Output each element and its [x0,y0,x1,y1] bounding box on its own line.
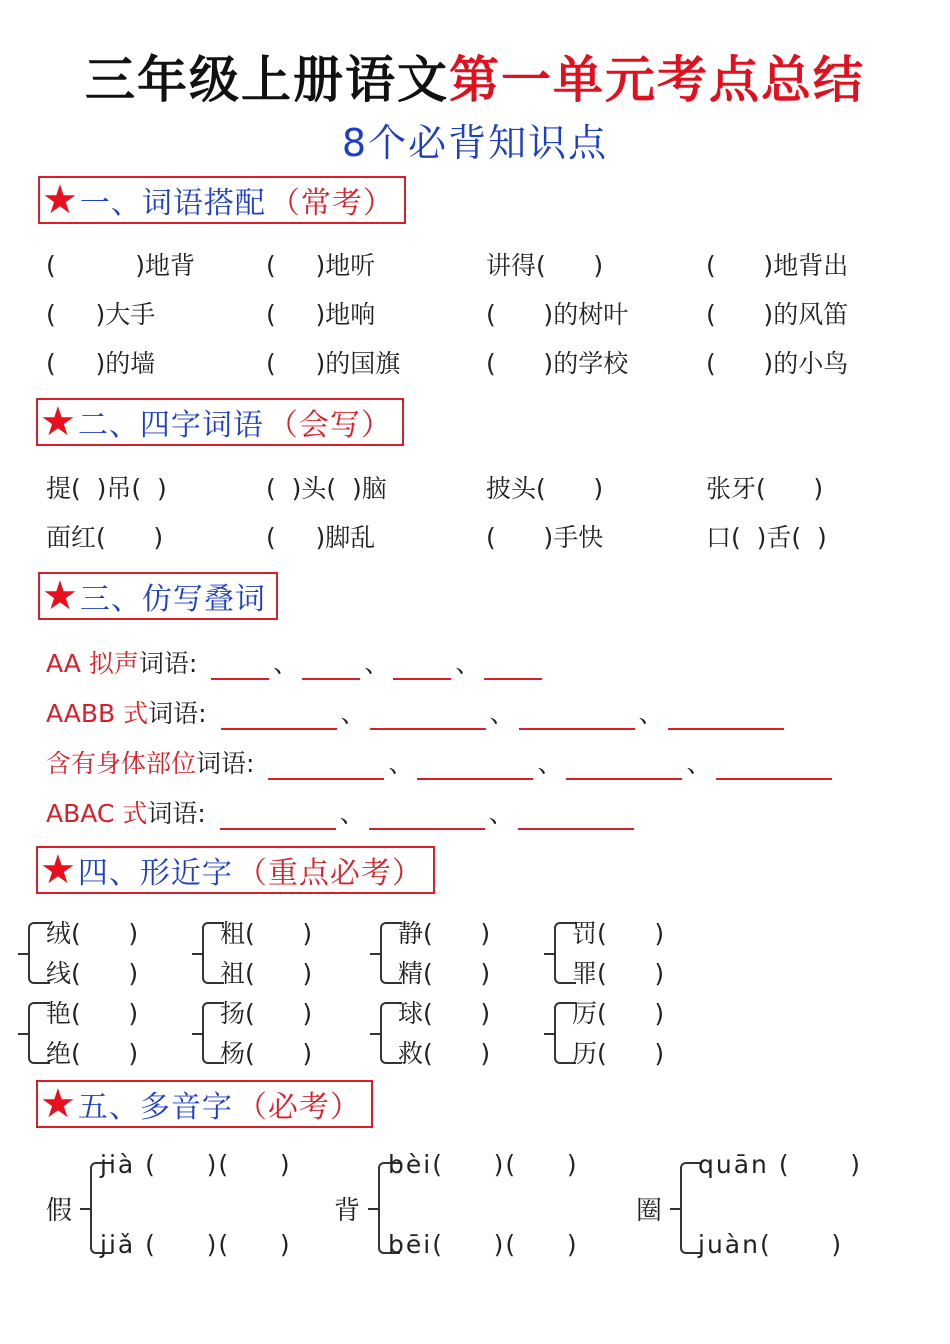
answer-blank[interactable] [369,808,485,830]
answer-blank[interactable] [220,808,336,830]
similar-char: 救( ) [398,1039,491,1068]
collocation-row [0,295,950,335]
polyphone-char: 圈 [636,1196,663,1226]
polyphone-reading: jià ( )( ) [100,1150,292,1179]
collocation-item: ( )地响 [266,300,376,329]
reduplication-label: 词语: [196,749,255,778]
polyphone-reading: quān ( ) [698,1150,863,1179]
similar-char: 绒( ) [46,919,139,948]
answer-blank[interactable] [370,708,486,730]
polyphone-char: 假 [46,1196,73,1226]
collocation-item: ( )的树叶 [486,300,629,329]
section-5-title: 五、多音字 [77,1090,233,1125]
similar-char: 扬( ) [220,999,313,1028]
collocation-item: 讲得( ) [486,251,604,280]
collocation-item: ( )的国旗 [266,349,401,378]
idiom-row [0,518,950,558]
answer-blank[interactable] [221,708,337,730]
star-icon: ★ [40,399,76,445]
answer-blank[interactable] [211,658,269,680]
collocation-item: ( )的小鸟 [706,349,849,378]
collocation-item: ( )的风笛 [706,300,849,329]
reduplication-type: AABB 式 [46,699,149,728]
section-5-note: （必考） [236,1090,361,1125]
section-1-header [38,176,406,224]
similar-char: 线( ) [46,959,139,988]
section-3-header [38,572,278,620]
idiom-item: 面红( ) [46,523,164,552]
polyphone-char: 背 [334,1196,361,1226]
idiom-row [0,469,950,509]
idiom-item: ( )脚乱 [266,523,376,552]
collocation-item: ( )大手 [46,300,156,329]
idiom-item: 提( )吊( ) [46,474,167,503]
answer-blank[interactable] [716,758,832,780]
similar-char: 绝( ) [46,1039,139,1068]
section-4-note: （重点必考） [236,856,423,891]
similar-char: 厉( ) [572,999,665,1028]
reduplication-line: AABB 式 词语: 、 、 、 [46,694,784,730]
idiom-item: 口( )舌( ) [706,523,827,552]
star-icon: ★ [40,1081,76,1127]
answer-blank[interactable] [518,808,634,830]
similar-char: 艳( ) [46,999,139,1028]
section-2-note: （会写） [267,408,392,443]
reduplication-label: 词语: [138,649,198,678]
collocation-item: ( )地听 [266,251,376,280]
title-black: 三年级上册语文 [85,50,449,109]
star-icon: ★ [42,177,78,223]
collocation-row [0,344,950,384]
page-subtitle: 8个必背知识点 [341,121,609,165]
section-4-title: 四、形近字 [77,856,233,891]
idiom-item: 张牙( ) [706,474,824,503]
polyphone-reading: jiǎ ( )( ) [100,1230,292,1259]
section-4-header [36,846,435,894]
similar-char: 杨( ) [220,1039,313,1068]
collocation-item: ( )地背出 [706,251,849,280]
similar-char: 静( ) [398,919,491,948]
answer-blank[interactable] [302,658,360,680]
answer-blank[interactable] [484,658,542,680]
idiom-item: ( )手快 [486,523,604,552]
similar-char: 粗( ) [220,919,313,948]
polyphone-reading: bèi( )( ) [388,1150,579,1179]
section-1-title: 一、词语搭配 [79,186,266,221]
reduplication-label: 词语: [148,699,207,728]
reduplication-type: 含有身体部位 [46,749,197,778]
collocation-item: ( )的墙 [46,349,156,378]
section-2-title: 二、四字词语 [77,408,264,443]
polyphone-reading: juàn( ) [698,1230,844,1259]
reduplication-line: ABAC 式 词语: 、 、 [46,794,634,830]
section-5-header [36,1080,373,1128]
answer-blank[interactable] [519,708,635,730]
section-3-title: 三、仿写叠词 [79,582,266,617]
answer-blank[interactable] [268,758,384,780]
similar-char: 球( ) [398,999,491,1028]
similar-char: 祖( ) [220,959,313,988]
reduplication-type: AA 拟声 [46,649,139,678]
section-1-note: （常考） [269,186,394,221]
similar-char: 精( ) [398,959,491,988]
similar-char: 罪( ) [572,959,665,988]
section-2-header [36,398,404,446]
polyphone-reading: bēi( )( ) [388,1230,579,1259]
answer-blank[interactable] [668,708,784,730]
answer-blank[interactable] [566,758,682,780]
answer-blank[interactable] [417,758,533,780]
star-icon: ★ [42,573,78,619]
collocation-row [0,246,950,286]
page-title [0,40,950,112]
reduplication-label: 词语: [147,799,206,828]
similar-char: 历( ) [572,1039,665,1068]
answer-blank[interactable] [393,658,451,680]
reduplication-line: 含有身体部位 词语: 、 、 、 [46,744,832,780]
reduplication-line: AA 拟声 词语: 、 、 、 [46,644,542,680]
idiom-item: 披头( ) [486,474,604,503]
star-icon: ★ [40,847,76,893]
idiom-item: ( )头( )脑 [266,474,387,503]
collocation-item: ( )地背 [46,251,195,280]
reduplication-type: ABAC 式 [46,799,148,828]
similar-char: 罚( ) [572,919,665,948]
collocation-item: ( )的学校 [486,349,629,378]
title-red: 第一单元考点总结 [449,50,865,109]
